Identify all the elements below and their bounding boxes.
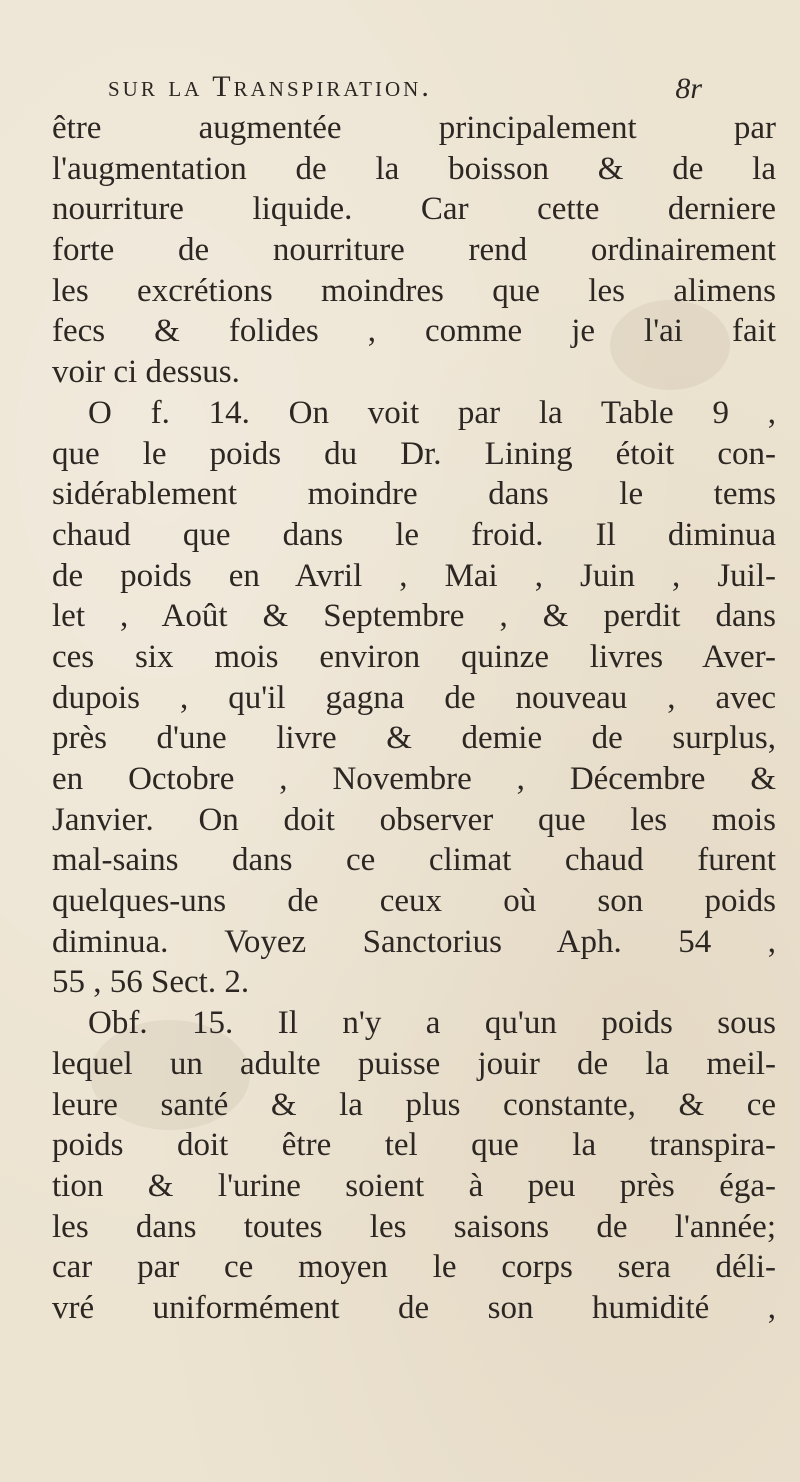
text-line: 55 , 56 Sect. 2.: [52, 964, 250, 1001]
running-title: sur la Transpiration.: [108, 70, 432, 103]
text-line: let , Août & Septembre , & perdit dans: [52, 598, 776, 635]
text-line: tion & l'urine soient à peu près éga-: [52, 1167, 776, 1204]
text-line: nourriture liquide. Car cette derniere: [52, 191, 776, 228]
text-line: poids doit être tel que la transpira-: [52, 1127, 776, 1164]
page-number: 8r: [675, 72, 702, 105]
text-line: car par ce moyen le corps sera déli-: [52, 1249, 776, 1286]
text-line: en Octobre , Novembre , Décembre &: [52, 761, 776, 797]
text-line: fecs & folides , comme je l'ai fait: [52, 313, 776, 350]
text-line: dupois , qu'il gagna de nouveau , avec: [52, 679, 776, 716]
text-line: près d'une livre & demie de surplus,: [52, 720, 776, 757]
text-line: vré uniformément de son humidité ,: [52, 1289, 776, 1326]
text-line: lequel un adulte puisse jouir de la meil-: [52, 1045, 776, 1082]
observation-15-start: Obf. 15. Il n'y a qu'un poids sous: [88, 1005, 776, 1042]
text-line: quelques-uns de ceux où son poids: [52, 883, 776, 920]
text-line: les excrétions moindres que les alimens: [52, 272, 776, 309]
text-line: de poids en Avril , Mai , Juin , Juil-: [52, 557, 776, 594]
text-line: sidérablement moindre dans le tems: [52, 476, 776, 513]
text-line: mal-sains dans ce climat chaud furent: [52, 842, 776, 879]
text-line: ces six mois environ quinze livres Aver-: [52, 638, 776, 675]
body-text: [52, 108, 776, 1329]
text-line: les dans toutes les saisons de l'année;: [52, 1208, 776, 1245]
text-line: chaud que dans le froid. Il diminua: [52, 516, 776, 553]
text-line: que le poids du Dr. Lining étoit con-: [52, 435, 776, 472]
text-line: leure santé & la plus constante, & ce: [52, 1086, 776, 1123]
observation-14-start: O f. 14. On voit par la Table 9 ,: [88, 394, 776, 431]
page-header: [108, 70, 702, 110]
text-line: l'augmentation de la boisson & de la: [52, 150, 776, 187]
text-line: voir ci dessus.: [52, 354, 240, 391]
text-line: Janvier. On doit observer que les mois: [52, 801, 776, 838]
text-line: diminua. Voyez Sanctorius Aph. 54 ,: [52, 923, 776, 960]
text-line: être augmentée principalement par: [52, 110, 776, 146]
text-line: forte de nourriture rend ordinairement: [52, 232, 776, 269]
